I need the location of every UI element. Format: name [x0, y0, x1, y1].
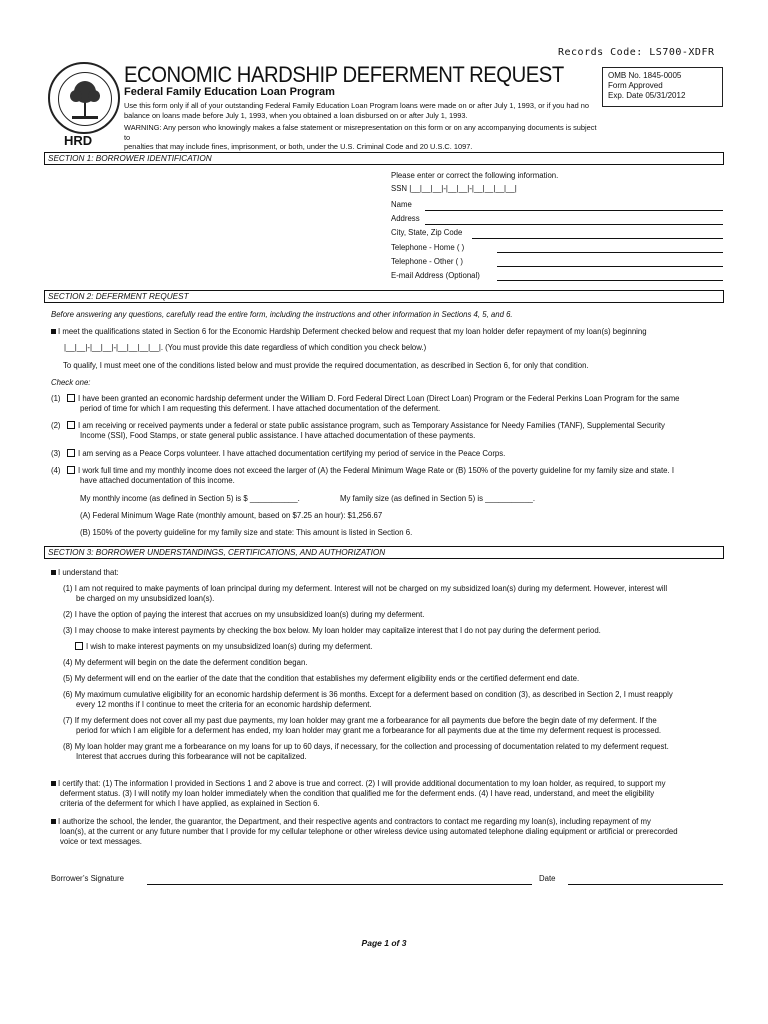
city-label: City, State, Zip Code [391, 228, 463, 237]
phone-other-label: Telephone - Other ( ) [391, 257, 463, 266]
email-label: E-mail Address (Optional) [391, 271, 480, 280]
signature-label: Borrower’s Signature [51, 874, 124, 883]
records-code: Records Code: LS700-XDFR [558, 47, 715, 58]
section2-qualify: I meet the qualifications stated in Section 6 for the Economic Hardship Deferment checked below and request that my loan holder defer repayment of my loan(s) beginning |__|__|-|__|__|-|__|__|__|__|. (You must provide this date regardless of which condition you check below.) [51, 327, 731, 353]
poverty-guideline: (B) 150% of the poverty guideline for my family size and state: This amount is listed in Section 6. [80, 528, 413, 537]
date-label: Date [539, 874, 556, 883]
authorize-block: I authorize the school, the lender, the guarantor, the Department, and their respective agents and contractors to contact me regarding my loan(s), including repayment of my loan(s), at the current or any future number that I provide for my cellular telephone or other wireless device using automated telephone dialing equipment or artificial or prerecorded voice or text messages. [51, 817, 727, 847]
section1-instruction: Please enter or correct the following information. [391, 171, 559, 180]
section2-heading: SECTION 2: DEFERMENT REQUEST [44, 290, 724, 303]
phone-other-field[interactable] [497, 266, 723, 267]
form-subtitle: Federal Family Education Loan Program [124, 86, 335, 98]
option3-checkbox[interactable] [67, 449, 75, 457]
option4: I work full time and my monthly income does not exceed the larger of (A) the Federal Minimum Wage Rate or (B) 150% of the poverty guideline for my family size and state. I have attached documentation of this income. [67, 466, 727, 486]
min-wage-rate: (A) Federal Minimum Wage Rate (monthly amount, based on $7.25 an hour): $1,256.67 [80, 511, 383, 520]
interest-payment-checkbox[interactable] [75, 642, 83, 650]
page-number: Page 1 of 3 [361, 938, 407, 948]
option1: I have been granted an economic hardship deferment under the William D. Ford Federal Direct Loan (Direct Loan) Program or the Federal Perkins Loan Program for the same period of time for which I am requesting this deferment. I have attached documentation of the deferment. [67, 394, 727, 414]
family-size-field[interactable]: My family size (as defined in Section 5) is ___________. [340, 494, 536, 503]
check-one: Check one: [51, 378, 91, 387]
omb-box: OMB No. 1845-0005 Form Approved Exp. Date 05/31/2012 [602, 67, 723, 107]
department-seal-icon [48, 62, 120, 134]
name-field[interactable] [425, 210, 723, 211]
section3-heading: SECTION 3: BORROWER UNDERSTANDINGS, CERTIFICATIONS, AND AUTHORIZATION [44, 546, 724, 559]
certify-block: I certify that: (1) The information I provided in Sections 1 and 2 above is true and correct. (2) I will provide additional documentation to my loan holder, as required, to support my deferment status. (3) I will notify my loan holder immediately when the condition that qualified me for the deferment ends. (4) I have read, understand, and meet the eligibility criteria of the deferment for which I have applied, as explained in Section 6. [51, 779, 727, 809]
signature-field[interactable] [147, 884, 532, 885]
phone-home-label: Telephone - Home ( ) [391, 243, 465, 252]
section1-heading: SECTION 1: BORROWER IDENTIFICATION [44, 152, 724, 165]
option4-checkbox[interactable] [67, 466, 75, 474]
option2: I am receiving or received payments under a federal or state public assistance program, such as Temporary Assistance for Needy Families (TANF), Supplemental Security Income (SSI), Food Stamps, or state general public assistance. I have attached documentation of these payments. [67, 421, 727, 441]
monthly-income-field[interactable]: My monthly income (as defined in Section 5) is $ ___________. [80, 494, 300, 503]
option2-checkbox[interactable] [67, 421, 75, 429]
option4-number: (4) [51, 466, 61, 475]
option3: I am serving as a Peace Corps volunteer. I have attached documentation certifying my period of service in the Peace Corps. [67, 449, 727, 459]
section2-to-qualify: To qualify, I must meet one of the conditions listed below and must provide the required documentation, as described in Section 6, for only that condition. [63, 361, 589, 370]
hrd-label: HRD [64, 133, 93, 148]
understand-heading: I understand that: [51, 568, 119, 578]
name-label: Name [391, 200, 412, 209]
option3-number: (3) [51, 449, 61, 458]
ssn-field[interactable]: SSN |__|__|__|-|__|__|-|__|__|__|__| [391, 184, 517, 193]
option1-number: (1) [51, 394, 61, 403]
city-field[interactable] [472, 238, 723, 239]
option2-number: (2) [51, 421, 61, 430]
address-field[interactable] [425, 224, 723, 225]
email-field[interactable] [497, 280, 723, 281]
option1-checkbox[interactable] [67, 394, 75, 402]
date-field[interactable] [568, 884, 723, 885]
intro-text: Use this form only if all of your outstanding Federal Family Education Loan Program loans were made on or after July 1, 1993, or if you had no balance on loans made before July 1, 1993, when you obtained a loan disbursed on or after July 1, 1993. WARNING: Any person who knowingly makes a false statement or misrepresentation on this form or on any accompanying documents is subject to penalties that may include fines, imprisonment, or both, under the U.S. Criminal Code and 20 U.S.C. 1097. [124, 101, 597, 152]
phone-home-field[interactable] [497, 252, 723, 253]
understand-list: (1) I am not required to make payments of loan principal during my deferment. Interest will not be charged on my subsidized loan(s) during my deferment. However, interest will be charged on my unsubsidized loan(s). (2) I have the option of paying the interest that accrues on my unsubsidized loan(s) during my deferment. (3) I may choose to make interest payments by checking the box below. My loan holder may capitalize interest that I do not pay during the deferment period. I wish to make interest payments on my unsubsidized loan(s) during my deferment. (4) My deferment will begin on the date the deferment condition began. (5) My deferment will end on the earlier of the date that the condition that establishes my deferment eligibility ends or the certified deferment end date. (6) My maximum cumulative eligibility for an economic hardship deferment is 36 months. Except for a deferment based on condition (3), as described in Section 2, I must reapply every 12 months if I continue to meet the criteria for an economic hardship deferment. (7) If my deferment does not cover all my past due payments, my loan holder may grant me a forbearance for all payments due before the begin date of my deferment. If the period for which I am eligible for a deferment has ended, my loan holder may grant me a forbearance for all payments due at the time my deferment request is processed. (8) My loan holder may grant me a forbearance on my loans for up to 60 days, if necessary, for the collection and processing of documentation related to my deferment request. Interest that accrues during this forbearance will not be capitalized. [63, 584, 673, 761]
address-label: Address [391, 214, 420, 223]
section2-before: Before answering any questions, carefully read the entire form, including the instructions and other information in Sections 4, 5, and 6. [51, 310, 513, 319]
form-title: ECONOMIC HARDSHIP DEFERMENT REQUEST [124, 62, 564, 87]
